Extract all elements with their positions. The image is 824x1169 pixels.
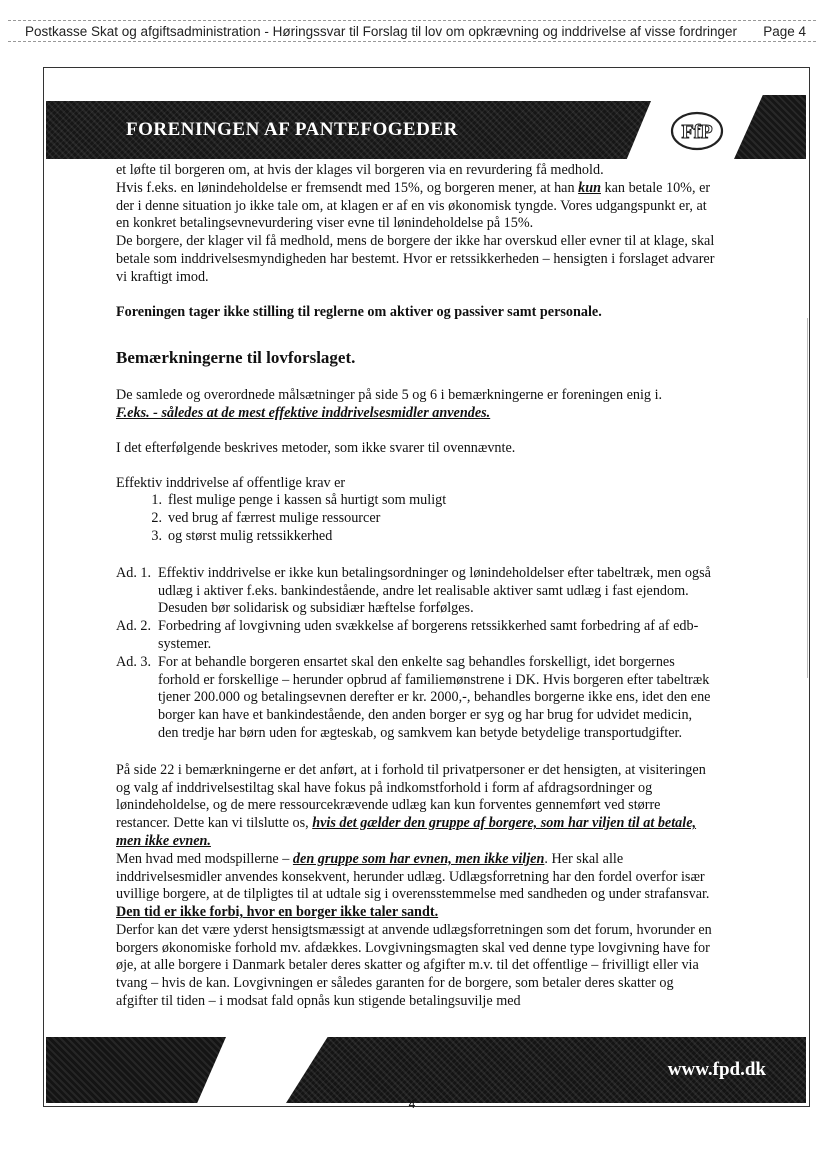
paragraph: Men hvad med modspillerne – den gruppe som har evnen, men ikke viljen. Her skal alle inddrivelsesmidler anvendes konsekvent, herunder udlæg. Udlægsforretning har den fordel overfor især uvillige borgere, at de tilpligtes til at udtale sig i overensstemmelse med sandheden og under strafansvar. Den tid er ikke forbi, hvor en borger ikke taler sandt. — [116, 850, 710, 921]
footer-block-left — [46, 1037, 226, 1103]
list-item: 1. flest mulige penge i kassen så hurtigt som muligt — [151, 492, 447, 509]
paragraph: De borgere, der klager vil få medhold, mens de borgere der ikke har overskud eller evner til at klage, skal betale som inddrivelsesmyndigheden har bestemt. Hvor er retssikkerheden – hensigten i forslaget advarer vi kraftigt imod. — [116, 233, 715, 285]
emphasis-line: F.eks. - således at de mest effektive inddrivelsesmidler anvendes. — [116, 404, 491, 421]
scan-edge-line — [807, 318, 808, 678]
paragraph: Effektiv inddrivelse af offentlige krav er — [116, 474, 346, 491]
letterhead-footer — [46, 1037, 806, 1103]
emphasis: kun — [578, 179, 601, 196]
paragraph: et løfte til borgeren om, at hvis der klages vil borgeren via en revurdering få medhold. — [116, 162, 604, 178]
organization-name: FORENINGEN AF PANTEFOGEDER — [126, 119, 458, 140]
print-header-page: Page 4 — [763, 24, 806, 39]
paragraph: I det efterfølgende beskrives metoder, som ikke svarer til ovennævnte. — [116, 439, 516, 456]
ad-item: Ad. 1. Effektiv inddrivelse er ikke kun betalingsordninger og lønindeholdelser efter tabeltræk, men også udlæg i aktiver f.eks. bankindestående, andre let realisable aktiver samt udlæg i fast ejendom. Desuden bør solidarisk og subsidiær hæftelse forfølges. — [116, 564, 711, 617]
ad-item: Ad. 2. Forbedring af lovgivning uden svækkelse af borgerens retssikkerhed samt forbedring af af edb-systemer. — [116, 618, 699, 652]
emphasis: den gruppe som har evnen, men ikke viljen — [292, 850, 545, 867]
letterhead-banner — [46, 95, 806, 170]
banner-wedge — [734, 95, 806, 159]
goals-list — [116, 492, 716, 545]
section-heading: Bemærkningerne til lovforslaget. — [116, 348, 356, 368]
website-link: www.fpd.dk — [667, 1059, 766, 1080]
ad-item: Ad. 3. For at behandle borgeren ensartet skal den enkelte sag behandles forskelligt, idet borgernes forhold er forskellige – herunder opbrud af familiemønstrene i DK. Hvis borgeren efter tabeltræk tjener 200.000 og betalingsevnen derefter er kr. 2000,-, behandles borgerne ikke ens, idet den ene borger kan have et bankindestående, den anden borger er syg og har brug for udvidet medicin, den tredje har børn uden for ægteskab, og samkvem kan betyde betydelige transportudgifter. — [116, 653, 711, 741]
emphasis: Den tid er ikke forbi, hvor en borger ikke taler sandt. — [116, 904, 439, 921]
emphasis: hvis det gælder den gruppe af borgere, som har viljen til at betale, men ikke evnen. — [116, 815, 697, 849]
ffp-logo-icon — [666, 109, 728, 153]
list-item: 2. ved brug af færrest mulige ressourcer — [151, 510, 381, 527]
header-divider-top — [8, 20, 816, 21]
bold-statement: Foreningen tager ikke stilling til reglerne om aktiver og passiver samt personale. — [116, 303, 602, 320]
ad-list — [116, 565, 716, 743]
paragraph: På side 22 i bemærkningerne er det anført, at i forhold til privatpersoner er det hensigten, at visiteringen og valg af inddrivelsestiltag skal have fokus på indkomstforhold i form af afdragsordninger og lønindeholdelse, og de mere ressourcekrævende udlæg kan kun forventes gennemført ved større restancer. Dette kan vi tilslutte os, hvis det gælder den gruppe af borgere, som har viljen til at betale, men ikke evnen. — [116, 761, 706, 849]
header-divider-bottom — [8, 41, 816, 42]
paragraph: Hvis f.eks. en lønindeholdelse er fremsendt med 15%, og borgeren mener, at han kun kan betale 10%, er der i denne situation jo ikke tale om, at klagen er af en vis økonomisk tyngde. Vores udgangspunkt er, at en konkret betalingsevnevurdering viser evne til lønindeholdelse på 15%. — [116, 179, 711, 232]
letter-body — [116, 162, 716, 1011]
logo-monogram: FfP — [681, 121, 713, 143]
paragraph: De samlede og overordnede målsætninger på side 5 og 6 i bemærkningerne er foreningen enig i. — [116, 387, 663, 404]
print-header-title: Postkasse Skat og afgiftsadministration - Høringssvar til Forslag til lov om opkrævning og inddrivelse af visse fordringer — [25, 24, 738, 39]
print-header — [0, 0, 824, 44]
page-number: 4 — [408, 1097, 416, 1111]
list-item: 3. og størst mulig retssikkerhed — [151, 527, 333, 544]
paragraph: Derfor kan det være yderst hensigtsmæssigt at anvende udlægsforretningen som det forum, hvorunder en borgers økonomiske forhold mv. afdækkes. Lovgivningsmagten skal ved denne type lovgivning have for øje, at alle borgere i Danmark betaler deres skatter og afgifter m.v. til det offentlige – frivilligt eller via tvang – hvis de kan. Lovgivningen er således garanten for de borgere, som betaler deres skatter og afgifter til tiden – i modsat fald opnås kun stigende betalingsuvilje med — [116, 921, 712, 1010]
